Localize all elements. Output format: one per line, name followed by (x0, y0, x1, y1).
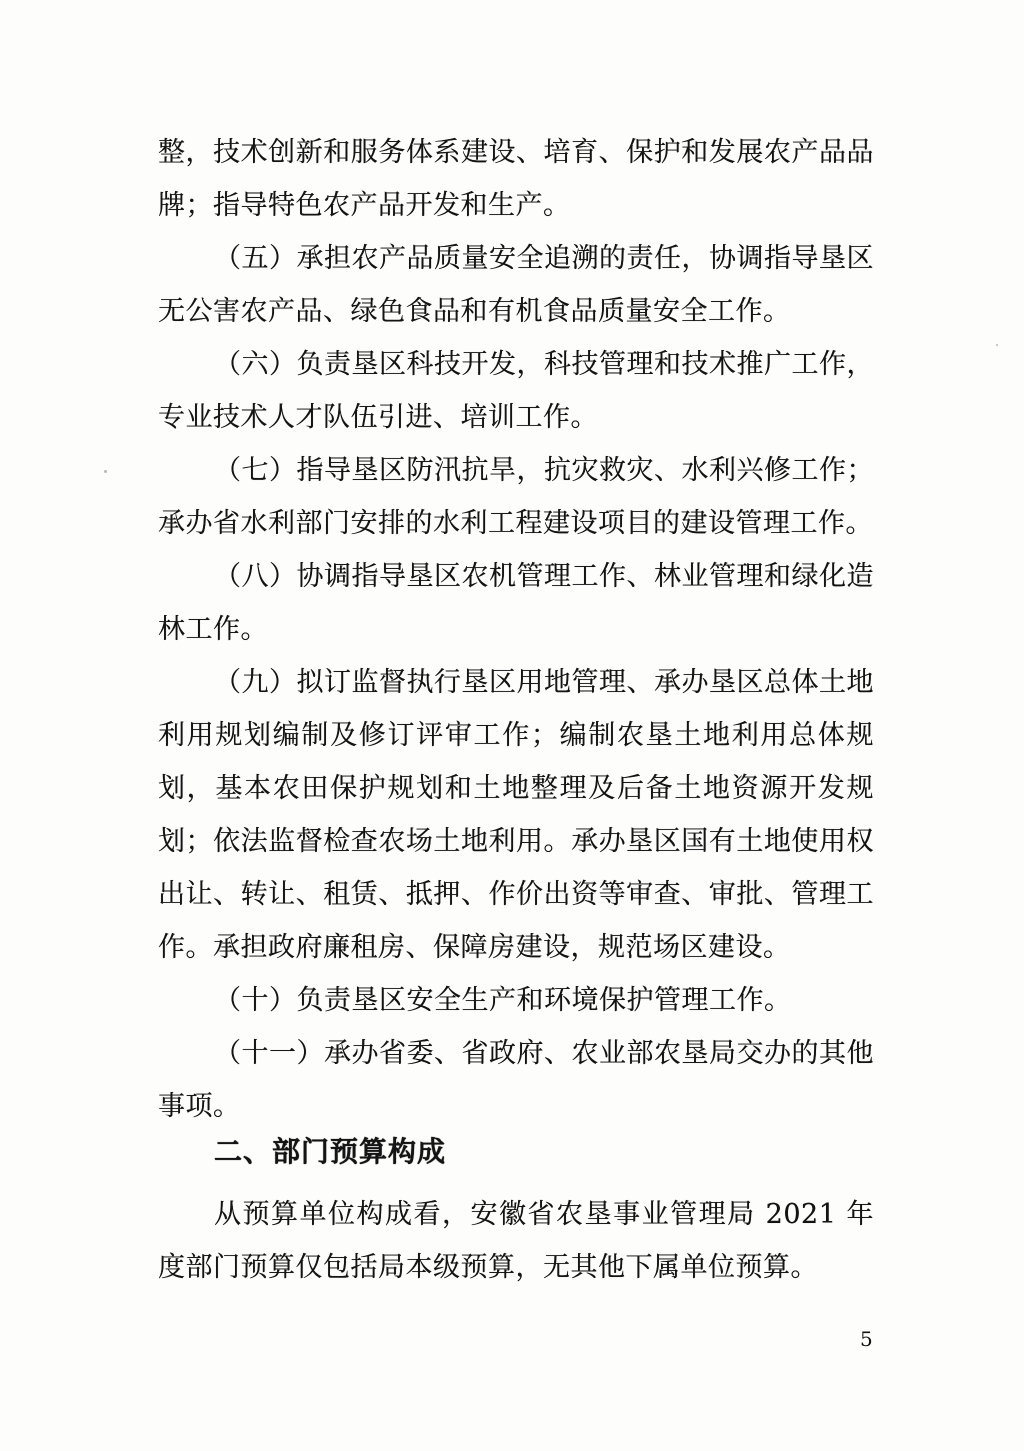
page-number: 5 (860, 1327, 873, 1351)
document-body (158, 126, 874, 1294)
paragraph: 整，技术创新和服务体系建设、培育、保护和发展农产品品牌；指导特色农产品开发和生产。 (158, 137, 874, 221)
paragraph: （六）负责垦区科技开发，科技管理和技术推广工作，专业技术人才队伍引进、培训工作。 (158, 349, 874, 433)
paragraph: （十）负责垦区安全生产和环境保护管理工作。 (214, 985, 792, 1016)
scan-speck (104, 470, 107, 473)
paragraph: 从预算单位构成看，安徽省农垦事业管理局 2021 年度部门预算仅包括局本级预算，无其他下属单位预算。 (158, 1199, 874, 1283)
paragraph: （八）协调指导垦区农机管理工作、林业管理和绿化造林工作。 (158, 561, 874, 645)
scan-speck (996, 344, 998, 346)
paragraph: （七）指导垦区防汛抗旱，抗灾救灾、水利兴修工作；承办省水利部门安排的水利工程建设项目的建设管理工作。 (158, 455, 874, 539)
section-heading: 二、部门预算构成 (214, 1135, 447, 1168)
paragraph: （五）承担农产品质量安全追溯的责任，协调指导垦区无公害农产品、绿色食品和有机食品质量安全工作。 (158, 243, 874, 327)
paragraph: （十一）承办省委、省政府、农业部农垦局交办的其他事项。 (158, 1038, 874, 1122)
paragraph: （九）拟订监督执行垦区用地管理、承办垦区总体土地利用规划编制及修订评审工作；编制农垦土地利用总体规划，基本农田保护规划和土地整理及后备土地资源开发规划；依法监督检查农场土地利用。承办垦区国有土地使用权出让、转让、租赁、抵押、作价出资等审查、审批、管理工作。承担政府廉租房、保障房建设，规范场区建设。 (158, 667, 874, 963)
